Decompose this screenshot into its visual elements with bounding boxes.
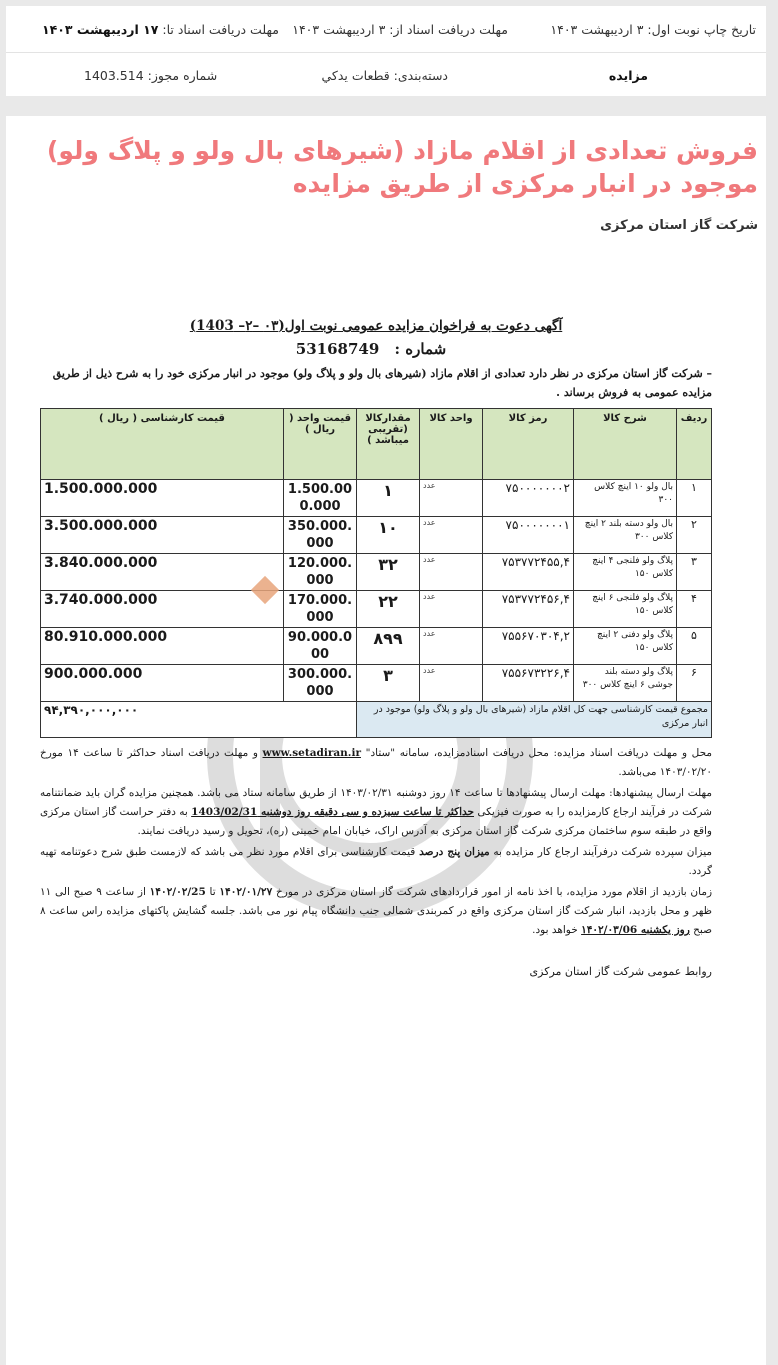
sum-value: ۹۴,۳۹۰,۰۰۰,۰۰۰ [41,702,357,738]
row-total: 3.740.000.000 [41,591,284,628]
row-qty: ۳ [357,665,420,702]
notice-heading: آگهی دعوت به فراخوان مزایده عمومی نوبت اول(۰۳ –۲– 1403) [189,318,563,334]
row-total: 3.500.000.000 [41,517,284,554]
row-desc: پلاگ ولو دسته بلند جوشی ۶ اینچ کلاس ۳۰۰ [574,665,677,702]
row-qty: ۸۹۹ [357,628,420,665]
row-unit: عدد [420,554,483,591]
receive-from-date: مهلت دریافت اسناد از: ۳ اردیبهشت ۱۴۰۳ [292,22,508,37]
row-no: ۲ [677,517,712,554]
para-visit-a: زمان بازدید از اقلام مورد مزایده، با اخذ نامه از امور قراردادهای شرکت گاز استان مرکزی در مورخ [275,886,713,898]
row-code: ۷۵۵۶۷۳۲۲۶,۴ [483,665,574,702]
row-total: 3.840.000.000 [41,554,284,591]
row-desc: پلاگ ولو دفنی ۲ اینچ کلاس ۱۵۰ [574,628,677,665]
para-proposals-b: به دفتر حراست گاز استان مرکزی واقع در طبقه سوم ساختمان مرکزی شرکت گاز استان مرکزی به آدرس اراک، خیابان امام خمینی (ره)، تحویل و رسید دریافت نمایند. [40,806,712,837]
row-desc: پلاگ ولو فلنجی ۶ اینچ کلاس ۱۵۰ [574,591,677,628]
para-visit-opening: روز یکشنبه ۱۴۰۲/۰۳/06 [581,924,690,936]
signature: روابط عمومی شرکت گاز استان مرکزی [529,965,712,978]
table-row [41,480,712,517]
company-name: شرکت گاز استان مرکزی [600,218,758,233]
notice-intro: – شرکت گاز استان مرکزی در نظر دارد تعدادی از اقلام مازاد (شیرهای بال ولو و پلاگ ولو) موجود در انبار مرکزی خود را به شرح ذیل از طریق مزایده عمومی به فروش برساند . [52,367,712,399]
listing-category: دسته‌بندی: قطعات یدکي [321,68,448,83]
row-unit: عدد [420,665,483,702]
items-table-header [41,409,712,480]
para-documents-b: و مهلت دریافت اسناد حداکثر تا ساعت ۱۴ مورخ ۱۴۰۳/۰۲/۲۰ می‌باشد. [40,747,712,778]
row-unit: عدد [420,517,483,554]
para-visit-c: خواهد بود. [532,924,578,936]
para-deposit-bold: میزان پنج درصد [419,846,490,858]
row-total: 80.910.000.000 [41,628,284,665]
para-visit-to: تا [209,886,216,898]
row-qty: ۳۲ [357,554,420,591]
para-proposals [40,784,712,841]
table-row [41,517,712,554]
row-desc: بال ولو ۱۰ اینچ کلاس ۳۰۰ [574,480,677,517]
row-unit-price: 170.000.000 [284,591,357,628]
page-title: فروش تعدادی از اقلام مازاد (شیرهای بال ولو و پلاگ ولو) موجود در انبار مرکزی از طریق مزایده [46,136,758,198]
receive-until-date [42,18,279,42]
row-unit-price: 350.000.000 [284,517,357,554]
row-code: ۷۵۵۶۷۰۳۰۴,۲ [483,628,574,665]
notice-body [40,744,712,981]
para-proposals-deadline: حداکثر تا ساعت سیزده و سی دقیقه روز دوشنبه 1403/02/31 [191,806,475,818]
row-unit-price: 90.000.000 [284,628,357,665]
para-documents-a: محل و مهلت دریافت اسناد مزایده: محل دریافت اسنادمزایده، سامانه "ستاد" [365,747,712,759]
row-desc: پلاگ ولو فلنجی ۴ اینچ کلاس ۱۵۰ [574,554,677,591]
setad-link[interactable]: www.setadiran.ir [262,747,361,759]
notice-document [40,318,712,981]
table-row [41,665,712,702]
th-qty: مقدارکالا (تقریبی میباشد ) [357,409,420,480]
row-unit-price: 1.500.000.000 [284,480,357,517]
row-qty: ۱۰ [357,517,420,554]
row-code: ۷۵۳۷۷۲۴۵۶,۴ [483,591,574,628]
notice-number [40,340,712,358]
th-no: ردیف [677,409,712,480]
th-desc: شرح کالا [574,409,677,480]
notice-number-value: 53168749 [295,340,380,358]
para-visit-date2: ۱۴۰۲/۰۲/25 [149,886,206,898]
sum-label: مجموع قیمت کارشناسی جهت کل اقلام مازاد (شیرهای بال ولو و پلاگ ولو) موجود در انبار مرکزی [357,702,712,738]
items-table [40,408,712,738]
listing-header [6,6,766,96]
print-date: تاریخ چاپ نوبت اول: ۳ اردیبهشت ۱۴۰۳ [550,22,756,37]
receive-until-label: مهلت دریافت اسناد تا: [162,22,279,37]
license-number: شماره مجوز: 1403.514 [84,68,218,83]
listing-type: مزایده [608,68,648,83]
notice-number-label: شماره : [394,340,447,358]
row-code: ۷۵۳۷۷۲۴۵۵,۴ [483,554,574,591]
th-unit-price: قیمت واحد ( ریال ) [284,409,357,480]
para-proposals-a: مهلت ارسال پیشنهادها: مهلت ارسال پیشنهادها تا ساعت ۱۴ روز دوشنبه ۱۴۰۳/۰۲/۳۱ از طریق سامانه ستاد می باشد. همچنین مزایده گران باید ضمانتنامه شرکت در فرآیند ارجاع کارمزایده را به صورت فیزیکی [40,787,712,818]
para-visit-b: از ساعت ۹ صبح الی ۱۱ ظهر و محل بازدید، انبار شرکت گاز استان مرکزی واقع در کمربندی شمالی جنب دانشگاه پیام نور می باشد. جلسه گشایش پاکتهای مزایده راس ساعت ۸ صبح [40,886,712,936]
row-no: ۴ [677,591,712,628]
row-unit: عدد [420,591,483,628]
th-total: قیمت کارشناسی ( ریال ) [41,409,284,480]
header-divider [6,52,766,53]
receive-until-value: ۱۷ اردیبهشت ۱۴۰۳ [42,22,159,37]
th-code: رمز کالا [483,409,574,480]
row-qty: ۲۲ [357,591,420,628]
row-no: ۶ [677,665,712,702]
row-no: ۵ [677,628,712,665]
row-no: ۳ [677,554,712,591]
row-qty: ۱ [357,480,420,517]
row-unit: عدد [420,628,483,665]
th-unit: واحد کالا [420,409,483,480]
row-code: ۷۵۰۰۰۰۰۰۰۱ [483,517,574,554]
row-total: 1.500.000.000 [41,480,284,517]
para-deposit-a: میزان سپرده شرکت درفرآیند ارجاع کار مزایده به [493,846,713,858]
table-row [41,591,712,628]
para-deposit [40,843,712,881]
row-unit: عدد [420,480,483,517]
para-deposit-b: قیمت کارشناسی برای اقلام مورد نظر می باشد که لازمست طبق شرح دعوتنامه تهیه گردد. [40,846,712,877]
sum-row [41,702,712,738]
row-desc: بال ولو دسته بلند ۲ اینچ کلاس ۳۰۰ [574,517,677,554]
table-row [41,628,712,665]
row-unit-price: 300.000.000 [284,665,357,702]
para-visit-date1: ۱۴۰۲/۰۱/۲۷ [219,886,273,898]
row-no: ۱ [677,480,712,517]
table-row [41,554,712,591]
row-unit-price: 120.000.000 [284,554,357,591]
row-code: ۷۵۰۰۰۰۰۰۰۲ [483,480,574,517]
row-total: 900.000.000 [41,665,284,702]
para-visit [40,883,712,940]
para-documents [40,744,712,782]
